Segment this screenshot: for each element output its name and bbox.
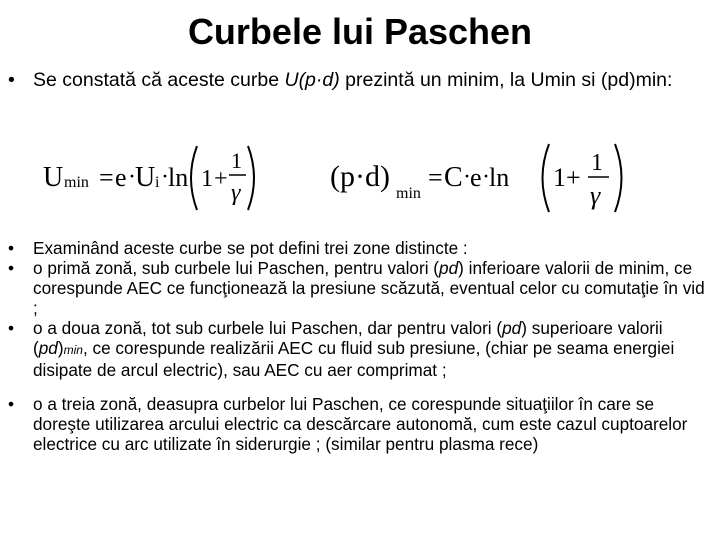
f2-one: 1 — [553, 163, 566, 192]
f1-ui: U — [135, 162, 156, 193]
bullet-icon: • — [8, 69, 15, 91]
f2-dot2: · — [482, 164, 490, 190]
f2-dot1: · — [463, 164, 471, 190]
intro-bullet — [8, 68, 688, 92]
f2-c: C — [444, 162, 463, 193]
intro-function: U(p·d) — [284, 69, 340, 91]
formula-pdmin — [330, 144, 622, 212]
item3-text-d: , ce corespunde realizării AEC cu fluid sub presiune, (chiar pe seama energiei disipate de arcul electric), sau AEC cu aer comprimat ; — [33, 338, 675, 380]
f2-den: γ — [590, 181, 601, 210]
bullet-icon: • — [8, 318, 15, 338]
intro-text-a: Se constată că aceste curbe — [33, 69, 285, 91]
item3-text-c: ) — [57, 338, 64, 358]
f2-paren-right — [615, 144, 622, 212]
f2-pd: (p·d) — [330, 160, 390, 193]
list-item-text — [33, 258, 705, 318]
f2-e: e — [470, 163, 482, 192]
f1-plus: + — [214, 166, 228, 192]
item2-pd: pd — [439, 258, 459, 278]
f1-den: γ — [231, 180, 241, 206]
item2-text-b: ) inferioare valorii de minim, ce corespunde AEC ce funcţionează la presiune scăzută, eventual celor cu comutaţie în vid ; — [33, 258, 705, 318]
zones-list — [8, 238, 713, 454]
f2-plus: + — [566, 163, 581, 192]
slide-title: Curbele lui Paschen — [187, 11, 533, 52]
item3-text-a: o a doua zonă, tot sub curbele lui Paschen, dar pentru valori ( — [33, 318, 503, 338]
intro-text-b: prezintă un minim, la Umin si (pd)min: — [339, 69, 673, 91]
f1-paren-left — [191, 146, 197, 210]
list-item — [8, 238, 713, 258]
f1-paren-right — [248, 146, 254, 210]
list-item-text: o a treia zonă, deasupra curbelor lui Paschen, ce corespunde situaţiilor în care se doreşte utilizarea arcului electric ca descărcare autonomă, cum este cazul cuptoarelor electrice cu arc utilizate în siderurgie ; (similar pentru plasma rece) — [33, 394, 688, 454]
item3-min: min — [63, 343, 83, 357]
item3-pd2: pd — [38, 338, 58, 358]
f1-num: 1 — [231, 148, 242, 173]
formula-umin — [43, 146, 254, 210]
f1-dot1: · — [128, 164, 136, 190]
f1-e: e — [115, 163, 127, 192]
bullet-icon: • — [8, 394, 15, 414]
f2-sub-min: min — [396, 185, 421, 202]
intro-text — [33, 68, 688, 92]
list-item — [8, 394, 713, 454]
list-item-text: Examinând aceste curbe se pot defini trei zone distincte : — [33, 238, 468, 258]
f1-sub-i: i — [155, 174, 160, 191]
list-item-text — [33, 318, 674, 380]
item2-text-a: o primă zonă, sub curbele lui Paschen, pentru valori ( — [33, 258, 440, 278]
bullet-icon: • — [8, 238, 15, 258]
f1-u: U — [43, 162, 64, 193]
item3-pd: pd — [502, 318, 522, 338]
f2-num: 1 — [591, 150, 603, 176]
list-item — [8, 258, 713, 318]
f1-dot2: · — [161, 164, 169, 190]
list-item — [8, 318, 713, 380]
f1-sub-min: min — [64, 174, 89, 191]
f2-ln: ln — [489, 163, 510, 192]
list-gap — [8, 380, 713, 394]
formulas-row — [0, 140, 720, 220]
f1-ln: ln — [168, 163, 189, 192]
f1-one: 1 — [201, 166, 213, 192]
f2-paren-left — [543, 144, 550, 212]
f1-eq: = — [99, 163, 114, 192]
item3-text-b: ) superioare valorii ( — [33, 318, 663, 358]
bullet-icon: • — [8, 258, 15, 278]
f2-eq: = — [428, 163, 443, 192]
